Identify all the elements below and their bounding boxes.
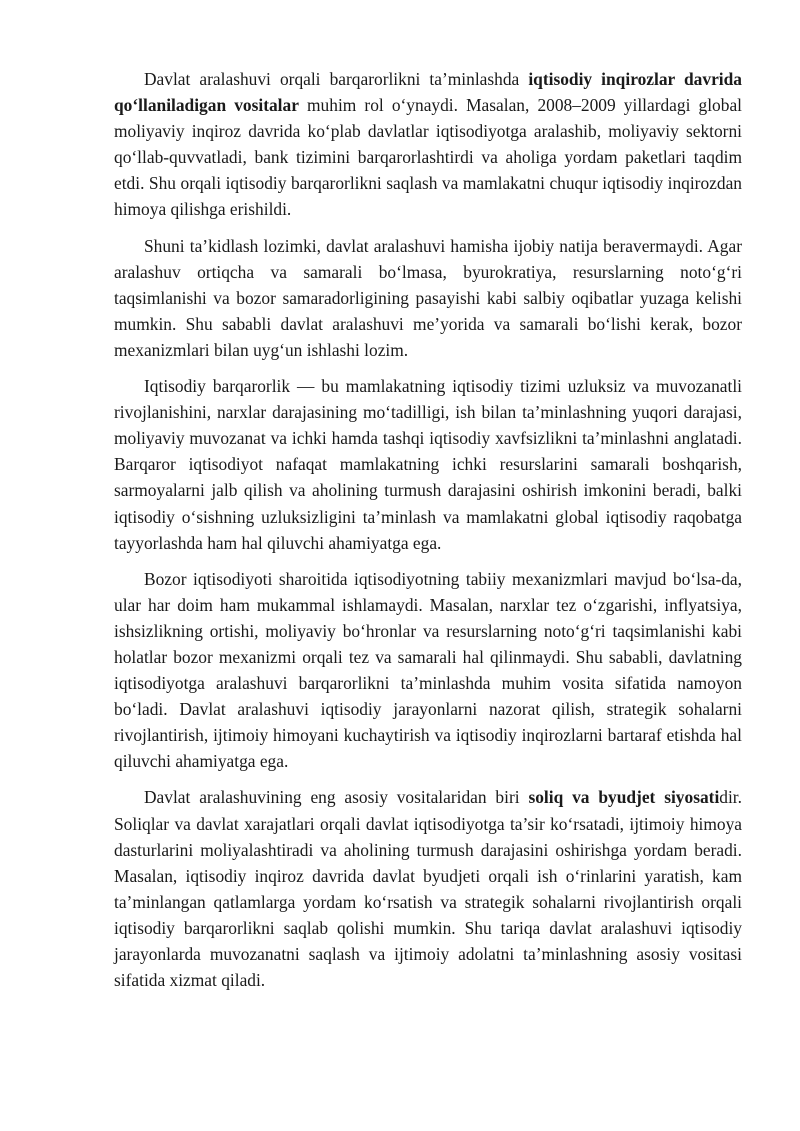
paragraph-4 <box>114 566 742 775</box>
paragraph-4-text: Bozor iqtisodiyoti sharoitida iqtisodiyotning tabiiy mexanizmlari mavjud bo‘lsa-da, ular har doim ham mukammal ishlamaydi. Masalan, narxlar tez o‘zgarishi, inflyatsiya, ishsizlikning ortishi, moliyaviy bo‘hronlar va resurslarning noto‘g‘ri taqsimlanishi kabi holatlar bozor mexanizmi orqali tez va samarali hal qilinmaydi. Shu sababli, davlatning iqtisodiyotga aralashuvi barqarorlikni ta’minlashda muhim vosita sifatida namoyon bo‘ladi. Davlat aralashuvi iqtisodiy jarayonlarni nazorat qilish, strategik sohalarni rivojlantirish, ijtimoiy himoyani kuchaytirish va iqtisodiy inqirozlarni bartaraf etishda hal qiluvchi ahamiyatga ega. <box>114 568 742 772</box>
paragraph-2-text: Shuni ta’kidlash lozimki, davlat aralashuvi hamisha ijobiy natija beravermaydi. Agar aralashuv ortiqcha va samarali bo‘lmasa, byurokratiya, resurslarning noto‘g‘ri taqsimlanishi va bozor samaradorligining pasayishi kabi salbiy oqibatlar yuzaga kelishi mumkin. Shu sababli davlat aralashuvi me’yorida va samarali bo‘lishi kerak, bozor mexanizmlari bilan uyg‘un ishlashi lozim. <box>114 235 742 360</box>
paragraph-3-text: Iqtisodiy barqarorlik — bu mamlakatning iqtisodiy tizimi uzluksiz va muvozanatli rivojlanishini, narxlar darajasining mo‘tadilligi, ish bilan ta’minlashning yuqori darajasi, moliyaviy muvozanat va ichki hamda tashqi iqtisodiy xavfsizlikni ta’minlashni anglatadi. Barqaror iqtisodiyot nafaqat mamlakatning ichki resurslarini samarali boshqarish, sarmoyalarni jalb qilish va aholining turmush darajasini oshirish imkonini beradi, balki iqtisodiy o‘sishning uzluksizligini ta’minlash va mamlakatni global iqtisodiy raqobatga tayyorlashda ham hal qiluvchi ahamiyatga ega. <box>114 376 742 553</box>
paragraph-3 <box>114 373 742 556</box>
paragraph-1-text: Davlat aralashuvi orqali barqarorlikni ta’minlashda <box>144 69 529 89</box>
paragraph-1-bold-phrase: iqtisodiy inqirozlar davrida qo‘llaniladigan vositalar <box>114 69 742 116</box>
paragraph-5 <box>114 784 742 993</box>
paragraph-5-text-cont: dir. Soliqlar va davlat xarajatlari orqali davlat iqtisodiyotga ta’sir ko‘rsatadi, ijtimoiy himoya dasturlarini moliyalashtiradi va aholining turmush darajasini oshirishga yordam beradi. Masalan, iqtisodiy inqiroz davrida davlat byudjeti orqali ish o‘rinlarini yaratish, kam ta’minlangan qatlamlarga yordam ko‘rsatish va strategik sohalarni rivojlantirish orqali iqtisodiy barqarorlikni saqlab qolishi mumkin. Shu tariqa davlat aralashuvi iqtisodiy jarayonlarda muvozanatni saqlash va ijtimoiy adolatni ta’minlashning asosiy vositasi sifatida xizmat qiladi. <box>114 787 742 991</box>
paragraph-5-bold-phrase: soliq va byudjet siyosati <box>528 787 720 808</box>
paragraph-2 <box>114 233 742 363</box>
document-page <box>114 66 742 1003</box>
paragraph-5-text: Davlat aralashuvining eng asosiy vositalaridan biri <box>144 787 529 808</box>
paragraph-1 <box>114 66 742 223</box>
paragraph-1-text-cont: muhim rol o‘ynaydi. Masalan, 2008–2009 yillardagi global moliyaviy inqiroz davrida ko‘plab davlatlar iqtisodiyotga aralashib, moliyaviy sektorni qo‘llab-quvvatladi, bank tizimini barqarorlashtirdi va aholiga yordam paketlari taqdim etdi. Shu orqali iqtisodiy barqarorlikni saqlash va mamlakatni chuqur iqtisodiy inqirozdan himoya qilishga erishildi. <box>114 95 742 220</box>
